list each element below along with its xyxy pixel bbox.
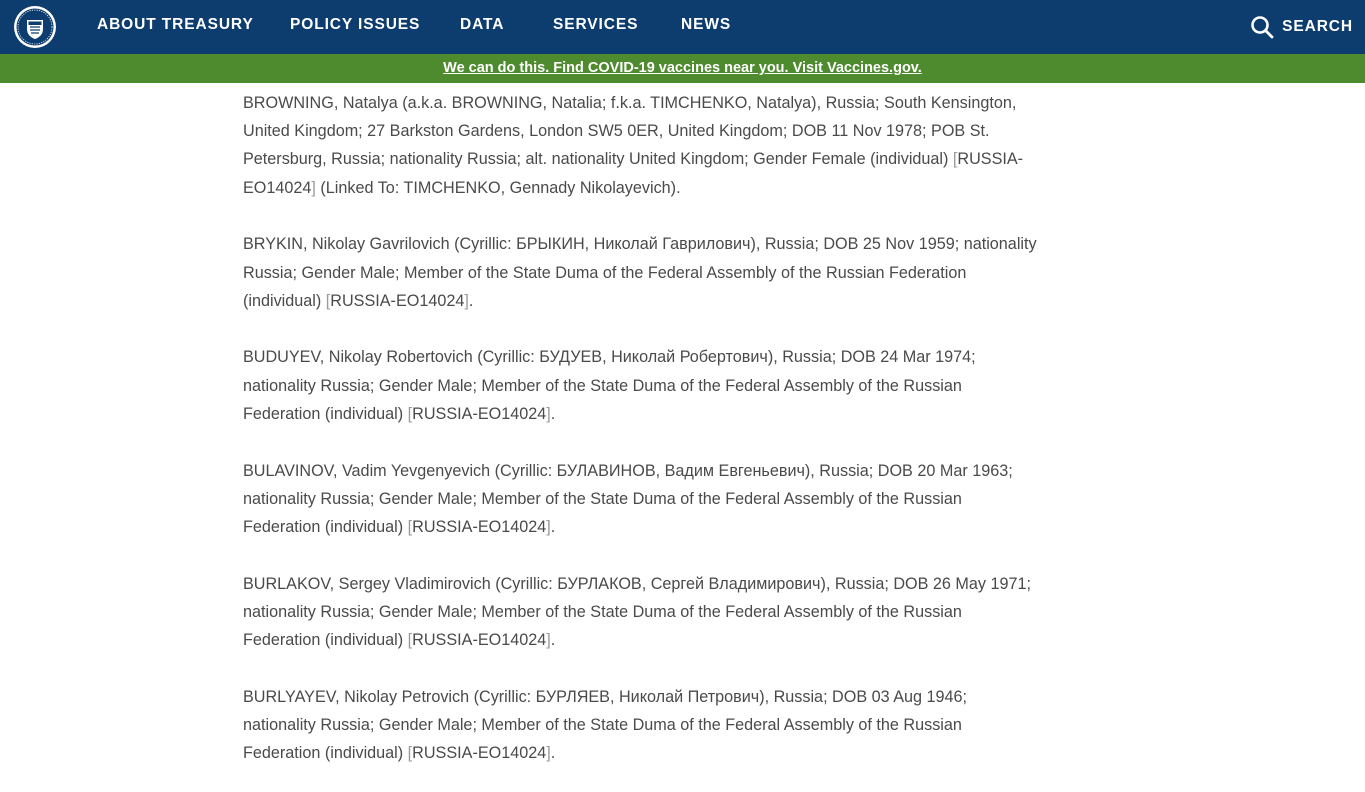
program-tag: RUSSIA-EO14024 xyxy=(412,404,547,423)
entry-text: BURLYAYEV, Nikolay Petrovich (Cyrillic: БУРЛЯЕВ, Николай Петрович), Russia; DOB 03 Aug 1946; nationality Russia; Gender Male; Member of the State Duma of the Federal Assembly of the Russian Federation (individual) xyxy=(243,687,968,763)
tag-bracket-close: ] xyxy=(546,631,551,650)
list-item xyxy=(243,457,1038,542)
treasury-seal-icon[interactable] xyxy=(13,5,57,49)
program-tag: RUSSIA-EO14024 xyxy=(330,291,465,310)
program-tag: RUSSIA-EO14024 xyxy=(243,150,1024,197)
list-item xyxy=(243,343,1038,428)
list-item xyxy=(243,683,1038,768)
entry-text: BULAVINOV, Vadim Yevgenyevich (Cyrillic: БУЛАВИНОВ, Вадим Евгеньевич), Russia; DOB 20 Mar 1963; nationality Russia; Gender Male; Member of the State Duma of the Federal Assembly of the Russian Federation (individual) xyxy=(243,461,1013,536)
tag-bracket-close: ] xyxy=(464,291,469,310)
tag-bracket-close: ] xyxy=(546,404,551,423)
program-tag: RUSSIA-EO14024 xyxy=(412,631,547,650)
search-icon xyxy=(1250,15,1274,39)
program-tag: RUSSIA-EO14024 xyxy=(412,517,547,536)
nav-about-treasury[interactable]: ABOUT TREASURY xyxy=(97,16,254,33)
top-navigation xyxy=(0,0,1365,54)
tag-bracket-open: [ xyxy=(325,291,331,310)
entry-tail: . xyxy=(468,291,474,310)
nav-policy-issues[interactable]: POLICY ISSUES xyxy=(290,16,421,33)
entry-text: BURLAKOV, Sergey Vladimirovich (Cyrillic: БУРЛАКОВ, Сергей Владимирович), Russia; DOB 26 May 1971; nationality Russia; Gender Male; Member of the State Duma of the Federal Assembly of the Russian Federation (individual) xyxy=(243,574,1032,650)
list-item xyxy=(243,570,1038,655)
program-tag: RUSSIA-EO14024 xyxy=(412,744,547,763)
entry-tail: . xyxy=(550,517,556,536)
search-label: SEARCH xyxy=(1282,18,1353,35)
entry-tail: . xyxy=(550,631,556,650)
vaccines-link[interactable]: We can do this. Find COVID-19 vaccines near you. Visit Vaccines.gov. xyxy=(443,60,922,76)
list-item xyxy=(243,89,1038,202)
entry-tail: . xyxy=(550,744,556,763)
tag-bracket-close: ] xyxy=(311,178,316,197)
entry-tail: . xyxy=(550,404,556,423)
entry-text: BRYKIN, Nikolay Gavrilovich (Cyrillic: БРЫКИН, Николай Гаврилович), Russia; DOB 25 Nov 1959; nationality Russia; Gender Male; Member of the State Duma of the Federal Assembly of the Russian Federation (individual) xyxy=(243,235,1037,310)
entry-tail: (Linked To: TIMCHENKO, Gennady Nikolayevich). xyxy=(315,178,681,197)
search-button[interactable] xyxy=(1250,13,1353,41)
list-item xyxy=(243,230,1038,315)
sanctions-list xyxy=(243,89,1038,792)
tag-bracket-open: [ xyxy=(407,631,413,650)
tag-bracket-open: [ xyxy=(952,150,958,169)
tag-bracket-open: [ xyxy=(407,744,413,763)
entry-text: BUDUYEV, Nikolay Robertovich (Cyrillic: БУДУЕВ, Николай Робертович), Russia; DOB 24 Mar 1974; nationality Russia; Gender Male; Member of the State Duma of the Federal Assembly of the Russian Federation (individual) xyxy=(243,348,976,423)
entry-text: BROWNING, Natalya (a.k.a. BROWNING, Natalia; f.k.a. TIMCHENKO, Natalya), Russia; South Kensington, United Kingdom; 27 Barkston Gardens, London SW5 0ER, United Kingdom; DOB 11 Nov 1978; POB St. Petersburg, Russia; nationality Russia; alt. nationality United Kingdom; Gender Female (individual) xyxy=(243,94,1017,169)
tag-bracket-close: ] xyxy=(546,517,551,536)
nav-services[interactable]: SERVICES xyxy=(553,16,639,33)
nav-data[interactable]: DATA xyxy=(460,16,505,33)
tag-bracket-open: [ xyxy=(407,404,413,423)
covid-banner xyxy=(0,54,1365,83)
tag-bracket-open: [ xyxy=(407,517,413,536)
nav-news[interactable]: NEWS xyxy=(681,16,732,33)
tag-bracket-close: ] xyxy=(546,744,551,763)
